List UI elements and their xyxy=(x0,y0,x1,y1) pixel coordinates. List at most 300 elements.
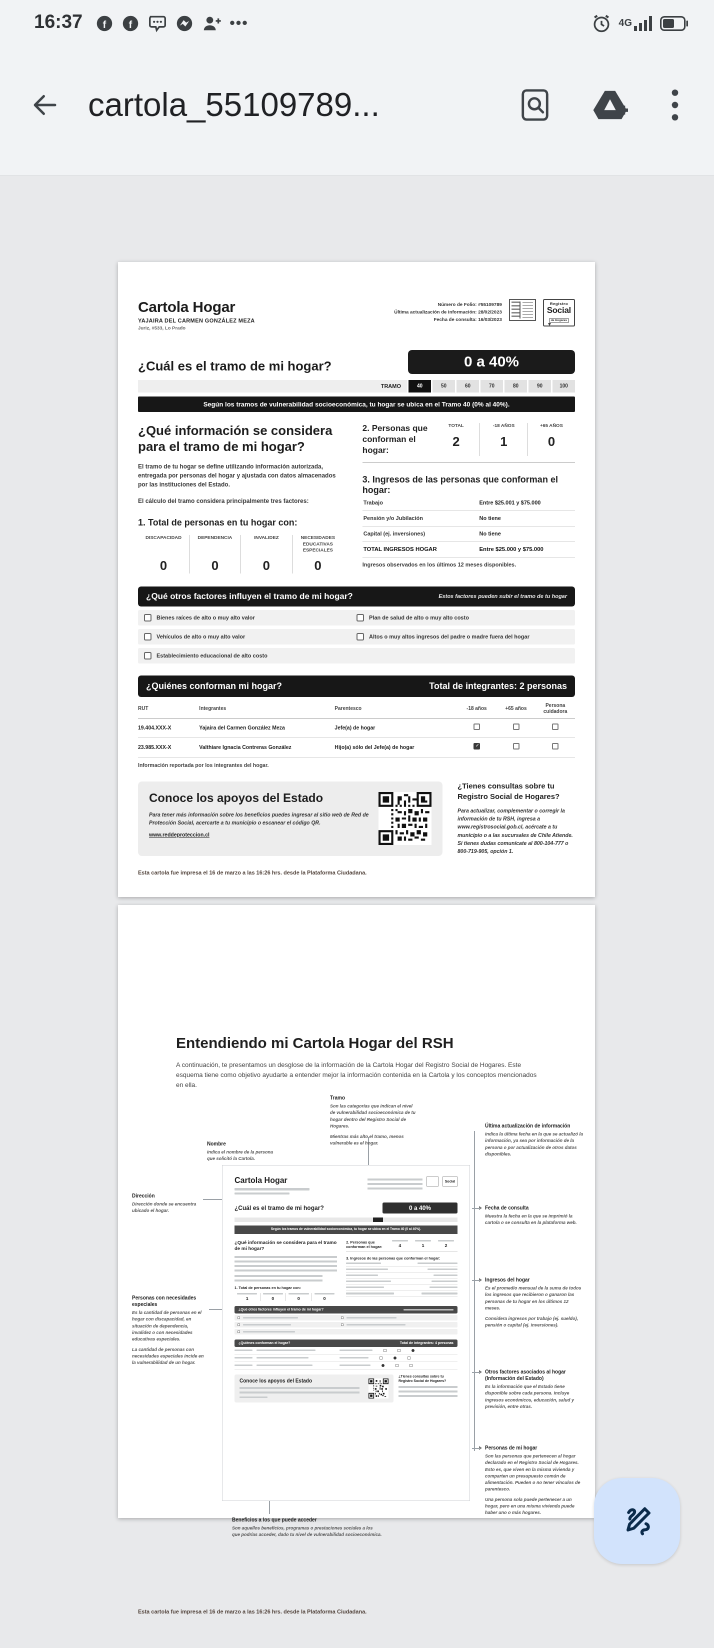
col-header: -18 años xyxy=(466,706,487,712)
mini-factor1-value: 0 xyxy=(271,1295,275,1301)
mini-checkbox xyxy=(238,1330,241,1333)
mini-income-row xyxy=(346,1290,457,1297)
mini-factor2 xyxy=(346,1240,457,1252)
col-header: RUT xyxy=(138,706,149,712)
mini-factor2-col xyxy=(411,1240,434,1249)
faux-text xyxy=(237,1293,257,1295)
status-left xyxy=(34,12,248,34)
faux-text xyxy=(432,1280,458,1282)
factor1-col xyxy=(189,535,240,574)
income-total-row xyxy=(362,542,575,558)
factor1-value: 0 xyxy=(262,558,271,574)
faux-text xyxy=(422,1292,458,1294)
info-paragraph: El tramo de tu hogar se define utilizando información autorizada, entregada por personas del hogar y ajustada con datos almacenados por las instituciones del Estado. xyxy=(138,463,336,489)
factor1-label: DEPENDENCIA xyxy=(197,535,233,541)
svg-text:f: f xyxy=(128,19,132,31)
member-name: Yajaira del Carmen González Meza xyxy=(199,725,285,732)
faux-text xyxy=(346,1280,391,1282)
annotation-body: Son aquellos beneficios, programas o prestaciones sociales a los que podrías acceder, dado tu nivel de vulnerabilidad socioeconómica. xyxy=(232,1525,382,1538)
overflow-menu-button[interactable] xyxy=(670,89,680,121)
members-heading: ¿Quiénes conforman mi hogar? xyxy=(146,681,283,692)
annotation-otros-factores xyxy=(485,1369,585,1410)
svg-text:f: f xyxy=(102,19,106,31)
three-dot-menu-icon xyxy=(670,89,680,121)
signal-icon: 4G xyxy=(619,15,652,31)
factor-label: Bienes raíces de alto o muy alto valor xyxy=(156,614,255,621)
faux-text xyxy=(346,1274,378,1276)
member-minor-cell xyxy=(457,724,496,733)
factor2-col xyxy=(527,423,575,456)
mini-checkbox xyxy=(341,1316,344,1319)
annotation-title: Dirección xyxy=(132,1193,155,1200)
holder-block xyxy=(138,299,255,331)
faux-text xyxy=(235,1275,323,1282)
explainer-diagram xyxy=(118,1095,595,1598)
status-right xyxy=(592,14,688,33)
factor1-table xyxy=(138,535,343,574)
faux-text xyxy=(240,1387,360,1394)
badge-line3: de Hogares xyxy=(550,319,568,322)
questions-heading: ¿Tienes consultas sobre tu Registro Social de Hogares? xyxy=(457,782,560,801)
mini-supports xyxy=(235,1374,458,1402)
members-total: Total de integrantes: 2 personas xyxy=(429,681,567,692)
pdf-page-2 xyxy=(118,905,595,1615)
factor2-col xyxy=(433,423,480,456)
faux-text xyxy=(243,1331,295,1333)
mini-qr-code xyxy=(369,1378,389,1398)
mini-factor2-value: 1 xyxy=(421,1242,425,1248)
folio-consulted: Fecha de consulta: 16/03/2023 xyxy=(433,317,502,323)
mini-checkbox-checked xyxy=(412,1349,415,1352)
factor-label: Establecimiento educacional de alto costo xyxy=(156,652,268,659)
income-label: Pensión y/o Jubilación xyxy=(363,515,423,522)
mini-checkbox xyxy=(341,1323,344,1326)
mini-tramo-question: ¿Cuál es el tramo de mi hogar? xyxy=(234,1204,324,1212)
factor-label: Vehículos de alto o muy alto valor xyxy=(156,633,246,640)
pdf-page-1 xyxy=(118,262,595,897)
member-rut: 19.404.XXX-X xyxy=(138,725,172,732)
mini-cartola xyxy=(222,1165,470,1501)
faux-text xyxy=(428,1268,458,1270)
annotation-body: Muestra la fecha en la que se imprimió la cartola o se consulta en la plataforma web. xyxy=(485,1213,577,1226)
badge-line2: Social xyxy=(546,305,571,315)
mini-members-bar xyxy=(235,1339,458,1347)
tramo-row xyxy=(138,350,575,374)
faux-text xyxy=(257,1350,316,1352)
mini-checkbox xyxy=(398,1349,401,1352)
document-search-icon xyxy=(520,88,550,122)
factors-heading: ¿Qué otros factores influyen el tramo de mi hogar? xyxy=(146,591,353,602)
holder-address: Juriz, #533, Lo Prado xyxy=(138,325,186,331)
battery-icon xyxy=(660,16,688,31)
member-row xyxy=(138,738,575,758)
income-label: Capital (ej. inversiones) xyxy=(363,531,426,538)
scale-cell: 50 xyxy=(433,380,456,393)
mini-tramo-value: 0 a 40% xyxy=(383,1203,458,1214)
tramo-band: Según los tramos de vulnerabilidad socioeconómica, tu hogar se ubica en el Tramo 40 (0% al 40%). xyxy=(138,397,575,413)
factor2-value: 2 xyxy=(452,434,460,449)
income-label: Trabajo xyxy=(363,500,383,507)
faux-text xyxy=(340,1357,369,1359)
faux-text xyxy=(434,1274,458,1276)
folio-updated: Última actualización de información: 28/02/2023 xyxy=(394,309,502,316)
annotation-body: Indica el nombre de la persona que solicitó la Cartola. xyxy=(207,1149,274,1162)
scale-cell: 60 xyxy=(457,380,480,393)
faux-text xyxy=(243,1317,298,1319)
mini-member-row xyxy=(235,1362,458,1370)
annotation-title: Tramo xyxy=(330,1095,346,1102)
mini-factor1-value: 0 xyxy=(297,1295,300,1301)
mini-supports-box xyxy=(235,1374,394,1402)
mini-supports-heading: Conoce los apoyos del Estado xyxy=(239,1378,313,1384)
faux-text xyxy=(235,1256,338,1272)
logo-flag xyxy=(511,302,520,319)
scale-filler xyxy=(138,380,375,393)
annotation-body: Indica la última fecha en la que se actualizó la información, ya sea por información de la persona o por actualización de otros datos disponibles. xyxy=(485,1131,584,1157)
cartola-page xyxy=(118,262,595,897)
mini-checkbox xyxy=(408,1356,411,1359)
mini-factor1-value: 0 xyxy=(323,1295,326,1301)
factor1-label: DISCAPACIDAD xyxy=(145,535,182,541)
col-header: Parentesco xyxy=(334,706,362,712)
annotation-beneficios xyxy=(232,1517,382,1538)
factor1-label: INVALIDEZ xyxy=(254,535,279,541)
status-bar xyxy=(0,0,714,46)
chat-bubble-notification-icon xyxy=(148,15,167,32)
faux-text xyxy=(289,1293,309,1295)
mini-header xyxy=(235,1177,458,1195)
faux-text xyxy=(235,1357,253,1359)
mini-info-heading: ¿Qué información se considera para el tramo de mi hogar? xyxy=(234,1239,337,1252)
income-value: No tiene xyxy=(479,515,501,522)
pen-squiggle-icon xyxy=(617,1501,657,1541)
factor-item xyxy=(144,614,357,622)
mini-factor2-title: 2. Personas que conforman el hogar: xyxy=(346,1239,383,1249)
income-value: Entre $25.001 y $75.000 xyxy=(479,500,541,507)
facebook-notification-icon xyxy=(96,15,113,32)
supports-section xyxy=(138,782,575,856)
faux-text xyxy=(340,1365,371,1367)
mini-questions xyxy=(399,1374,458,1402)
document-title: cartola_55109789... xyxy=(88,85,380,123)
faux-text xyxy=(368,1179,423,1190)
mini-checkbox xyxy=(238,1316,241,1319)
member-caregiver-cell xyxy=(536,743,575,752)
mini-factor3-title: 3. Ingresos de las personas que conforman el hogar: xyxy=(346,1255,441,1261)
annotation-personas-hogar xyxy=(485,1445,585,1516)
mini-factor1-col xyxy=(286,1293,312,1301)
annotation-tramo xyxy=(330,1095,418,1146)
app-bar xyxy=(0,46,714,176)
mini-supports-texts xyxy=(240,1378,365,1398)
faux-text xyxy=(257,1365,313,1367)
signal-bars xyxy=(634,15,652,31)
checkbox-unchecked xyxy=(144,652,152,660)
mini-questions-heading: ¿Tienes consultas sobre tu Registro Social de Hogares? xyxy=(398,1374,447,1383)
members-table xyxy=(138,703,575,769)
factor2-label: +65 AÑOS xyxy=(539,423,563,429)
annotate-fab[interactable] xyxy=(594,1478,680,1564)
cartola-title: Cartola Hogar xyxy=(138,299,236,316)
more-notifications-icon: ••• xyxy=(229,14,249,32)
checkbox-unchecked xyxy=(144,614,152,622)
members-bar xyxy=(138,676,575,698)
member-kinship: Jefe(a) de hogar xyxy=(334,725,376,732)
factor1-col xyxy=(138,535,189,574)
factor2-title: 2. Personas que conforman el hogar: xyxy=(362,423,428,456)
col-header: +65 años xyxy=(505,706,527,712)
members-note: Información reportada por los integrantes del hogar. xyxy=(138,762,269,769)
folio-block xyxy=(394,301,502,324)
faux-text xyxy=(399,1386,458,1399)
annotation-body: Son las personas que pertenecen al hogar declarado en el Registro Social de Hogares. Esto es, que viven en la misma vivienda y comparten un presupuesto común de alimentación. Pueden o no tener vínculos de parentesco. xyxy=(485,1453,581,1492)
mini-factor2-col xyxy=(388,1240,411,1249)
mini-registro-social-logo: Social xyxy=(443,1177,458,1187)
col-header: Persona cuidadora xyxy=(543,703,568,715)
mini-members-total: Total de integrantes: 4 personas xyxy=(399,1341,454,1345)
mini-info-left xyxy=(235,1240,338,1301)
checkbox xyxy=(513,743,520,750)
mini-factor1-table xyxy=(235,1293,338,1301)
factor1-label: NECESIDADES EDUCATIVAS ESPECIALES xyxy=(300,535,336,554)
header-right xyxy=(394,299,575,331)
factor1-title: 1. Total de personas en tu hogar con: xyxy=(138,517,298,528)
find-in-document-button[interactable] xyxy=(520,88,550,122)
member-name: Valthiare Ignacia Contreras González xyxy=(199,744,292,751)
pdf-scroll-area[interactable] xyxy=(0,177,714,1615)
factor-item xyxy=(357,633,570,641)
mini-factor1-title: 1. Total de personas en tu hogar con: xyxy=(234,1285,301,1290)
faux-text xyxy=(243,1324,291,1326)
factors-bar xyxy=(138,587,575,607)
info-heading: ¿Qué información se considera para el tramo de mi hogar? xyxy=(138,423,333,454)
mini-factor-row xyxy=(235,1322,458,1328)
annotation-necesidades xyxy=(132,1295,207,1366)
back-arrow-icon xyxy=(30,90,60,120)
mini-info-right xyxy=(346,1240,457,1301)
annotation-body: Es la información que el Estado tiene disponible sobre cada persona. Incluye ingresos económicos, educación, salud y previsión, entre otras. xyxy=(485,1384,575,1409)
faux-text xyxy=(235,1193,290,1195)
mini-holder xyxy=(235,1177,310,1195)
drive-add-icon xyxy=(592,88,628,122)
factor2-col xyxy=(480,423,528,456)
annotation-body: Son las categorías que indican el nivel de vulnerabilidad socioeconómica de tu hogar dentro del Registro Social de Hogares. xyxy=(330,1103,416,1129)
income-total-label: TOTAL INGRESOS HOGAR xyxy=(363,546,437,553)
income-row xyxy=(362,527,575,543)
mini-tramo-band: Según los tramos de vulnerabilidad socioeconómica, tu hogar se ubica en el Tramo 40 (0 al 40%). xyxy=(235,1226,458,1234)
questions-body: Para actualizar, complementar o corregir la información de tu RSH, ingresa a www.registrosocial.gob.cl, acércate a tu municipio o a las sucursales de Chile Atiende. Si tienes dudas comunícate al 800-104-777 o 800-719-905, opción 1. xyxy=(457,807,573,855)
annotation-body: La cantidad de personas con necesidades especiales incide en la vulnerabilidad de un hogar. xyxy=(132,1346,204,1365)
mini-checkbox-checked xyxy=(394,1356,397,1359)
factor1-value: 0 xyxy=(314,558,322,574)
back-button[interactable] xyxy=(30,90,60,120)
income-note: Ingresos observados en los últimos 12 meses disponibles. xyxy=(362,562,517,569)
info-left xyxy=(138,423,343,574)
mini-factor1-col xyxy=(311,1293,337,1301)
mini-tramo-row xyxy=(235,1203,458,1214)
member-senior-cell xyxy=(496,724,535,733)
rsh-questions xyxy=(458,782,576,856)
member-row xyxy=(138,719,575,739)
tramo-question: ¿Cuál es el tramo de mi hogar? xyxy=(138,358,332,374)
factor-item xyxy=(357,614,570,622)
mini-factors-heading: ¿Qué otros factores influyen el tramo de mi hogar? xyxy=(238,1307,324,1312)
faux-text xyxy=(257,1357,309,1359)
tramo-value: 0 a 40% xyxy=(408,350,575,374)
factor-item xyxy=(144,652,357,660)
print-footer: Esta cartola fue impresa el 16 de marzo a las 16:26 hrs. desde la Plataforma Ciudadana. xyxy=(138,870,367,876)
annotation-ingresos xyxy=(485,1277,585,1328)
connector-line xyxy=(474,1131,475,1451)
info-right xyxy=(362,423,575,574)
faux-text xyxy=(235,1365,253,1367)
faux-text xyxy=(415,1240,431,1242)
annotation-body: Una persona sola puede pertenecer a un hogar, pero en una misma vivienda puede haber uno o más hogares. xyxy=(485,1496,575,1515)
factors-row xyxy=(138,629,575,645)
connector-line xyxy=(269,1501,270,1514)
mini-factor-row xyxy=(235,1329,458,1335)
factor1-value: 0 xyxy=(211,558,219,574)
faux-text xyxy=(392,1240,408,1242)
mini-factor2-value: 2 xyxy=(444,1242,448,1248)
explainer-page xyxy=(118,1035,595,1648)
mini-factor1-col xyxy=(260,1293,286,1301)
mini-members-heading: ¿Quiénes conforman el hogar? xyxy=(238,1341,291,1345)
factor2-value: 1 xyxy=(500,434,508,449)
faux-text xyxy=(340,1350,373,1352)
faux-text xyxy=(346,1292,394,1294)
annotation-ultima-actualizacion xyxy=(485,1123,585,1157)
supports-heading: Conoce los apoyos del Estado xyxy=(149,791,324,806)
member-senior-cell xyxy=(496,743,535,752)
mini-factor2-col xyxy=(434,1240,457,1249)
members-header xyxy=(138,703,575,719)
supports-body: Para tener más información sobre los beneficios puedes ingresar al sitio web de Red de Protección Social, acercarte a tu municipio o escanear el código QR. xyxy=(149,812,369,827)
info-section xyxy=(138,423,575,574)
income-row xyxy=(362,496,575,512)
factor2-label: TOTAL xyxy=(448,423,464,429)
app-bar-actions xyxy=(520,88,680,122)
mini-member-row xyxy=(235,1354,458,1362)
scale-cell: 80 xyxy=(505,380,528,393)
qr-code xyxy=(379,792,432,845)
factor-item xyxy=(144,633,357,641)
registro-social-logo xyxy=(543,299,575,327)
annotation-title: Personas de mi hogar xyxy=(485,1445,538,1452)
scale-cell: 90 xyxy=(529,380,552,393)
factor2-table xyxy=(362,423,575,463)
annotation-title: Fecha de consulta xyxy=(485,1205,529,1212)
faux-text xyxy=(430,1286,458,1288)
factor1-col xyxy=(292,535,343,574)
faux-text xyxy=(347,1324,406,1326)
checkbox-unchecked xyxy=(357,633,365,641)
mini-scale-active xyxy=(373,1218,383,1223)
annotation-title: Nombre xyxy=(207,1141,226,1148)
annotation-body: Considera ingresos por trabajo (ej. sueldo), pensión o capital (ej. inversiones). xyxy=(485,1315,579,1328)
faux-text xyxy=(438,1240,454,1242)
factors-row xyxy=(138,610,575,626)
faux-text xyxy=(314,1293,334,1295)
faux-text xyxy=(263,1293,283,1295)
annotation-body: Mientras más alto el tramo, menos vulnerable es el hogar. xyxy=(330,1133,404,1146)
mini-header-right xyxy=(368,1177,458,1195)
factor-label: Altos o muy altos ingresos del padre o madre fuera del hogar xyxy=(369,633,530,640)
info-paragraph: El cálculo del tramo considera principalmente tres factores: xyxy=(138,497,309,505)
annotation-title: Beneficios a los que puede acceder xyxy=(232,1517,317,1524)
faux-text xyxy=(347,1317,397,1319)
messenger-notification-icon xyxy=(176,15,193,32)
checkbox xyxy=(513,724,520,731)
mini-checkbox xyxy=(410,1364,413,1367)
scale-cell: 100 xyxy=(553,380,576,393)
mini-checkbox xyxy=(380,1356,383,1359)
cartola-header xyxy=(138,299,575,331)
checkbox xyxy=(552,724,559,731)
annotation-body: Dirección donde se encuentra ubicado el hogar. xyxy=(132,1201,197,1214)
mini-factor1-value: 1 xyxy=(245,1295,249,1301)
faux-text xyxy=(240,1396,268,1398)
mini-factors-bar xyxy=(235,1306,458,1314)
mini-info xyxy=(235,1240,458,1301)
tramo-scale xyxy=(138,380,575,393)
mini-checkbox-checked xyxy=(382,1364,385,1367)
income-value: No tiene xyxy=(479,531,501,538)
annotation-title: Otros factores asociados al hogar (Información del Estado) xyxy=(485,1369,566,1382)
mini-checkbox xyxy=(238,1323,241,1326)
mini-factor-row xyxy=(235,1315,458,1321)
facebook-notification-icon xyxy=(122,15,139,32)
member-minor-cell xyxy=(457,743,496,752)
mini-gobierno-logo xyxy=(427,1177,439,1187)
faux-text xyxy=(235,1350,253,1352)
folio-number: Número de Folio: #55109789 xyxy=(437,302,502,308)
mini-checkbox xyxy=(384,1349,387,1352)
checkbox xyxy=(552,743,559,750)
annotation-title: Última actualización de información xyxy=(485,1123,571,1130)
factor2-value: 0 xyxy=(547,434,556,449)
member-rut: 23.985.XXX-X xyxy=(138,744,172,751)
member-kinship: Hijo(a) sólo del Jefe(a) de hogar xyxy=(334,744,415,751)
faux-text xyxy=(235,1188,310,1191)
annotation-title: Ingresos del hogar xyxy=(485,1277,530,1284)
faux-text xyxy=(418,1262,458,1264)
supports-texts xyxy=(149,792,371,846)
faux-text xyxy=(404,1309,454,1311)
mini-factor2-value: 4 xyxy=(398,1242,402,1248)
print-footer: Esta cartola fue impresa el 16 de marzo a las 16:26 hrs. desde la Plataforma Ciudadana. xyxy=(138,1609,367,1615)
add-to-drive-button[interactable] xyxy=(592,88,628,122)
faux-text xyxy=(346,1268,388,1270)
logo-lines xyxy=(522,302,533,318)
mini-factor1-col xyxy=(235,1293,260,1301)
annotation-body: Es el promedio mensual de la suma de todos los ingresos que recibieron o ganaron las personas de tu hogar en los últimos 12 meses. xyxy=(485,1285,582,1311)
annotation-body: Es la cantidad de personas en el hogar con discapacidad, en situación de dependencia, invalidez o con necesidades educativas especiales. xyxy=(132,1310,202,1342)
factors-row xyxy=(138,648,575,664)
scale-label: TRAMO xyxy=(375,380,407,393)
faux-text xyxy=(346,1262,381,1264)
annotation-nombre xyxy=(207,1141,282,1162)
factor2-label: -18 AÑOS xyxy=(492,423,515,429)
income-row xyxy=(362,511,575,527)
clock: 16:37 xyxy=(34,12,83,33)
checkbox-unchecked xyxy=(357,614,365,622)
checkbox-checked xyxy=(473,743,480,750)
supports-link[interactable]: www.reddeproteccion.cl xyxy=(149,831,210,838)
mini-checkbox xyxy=(396,1364,399,1367)
factors-note: Estos factores pueden subir el tramo de tu hogar xyxy=(438,593,567,600)
factor1-col xyxy=(240,535,291,574)
